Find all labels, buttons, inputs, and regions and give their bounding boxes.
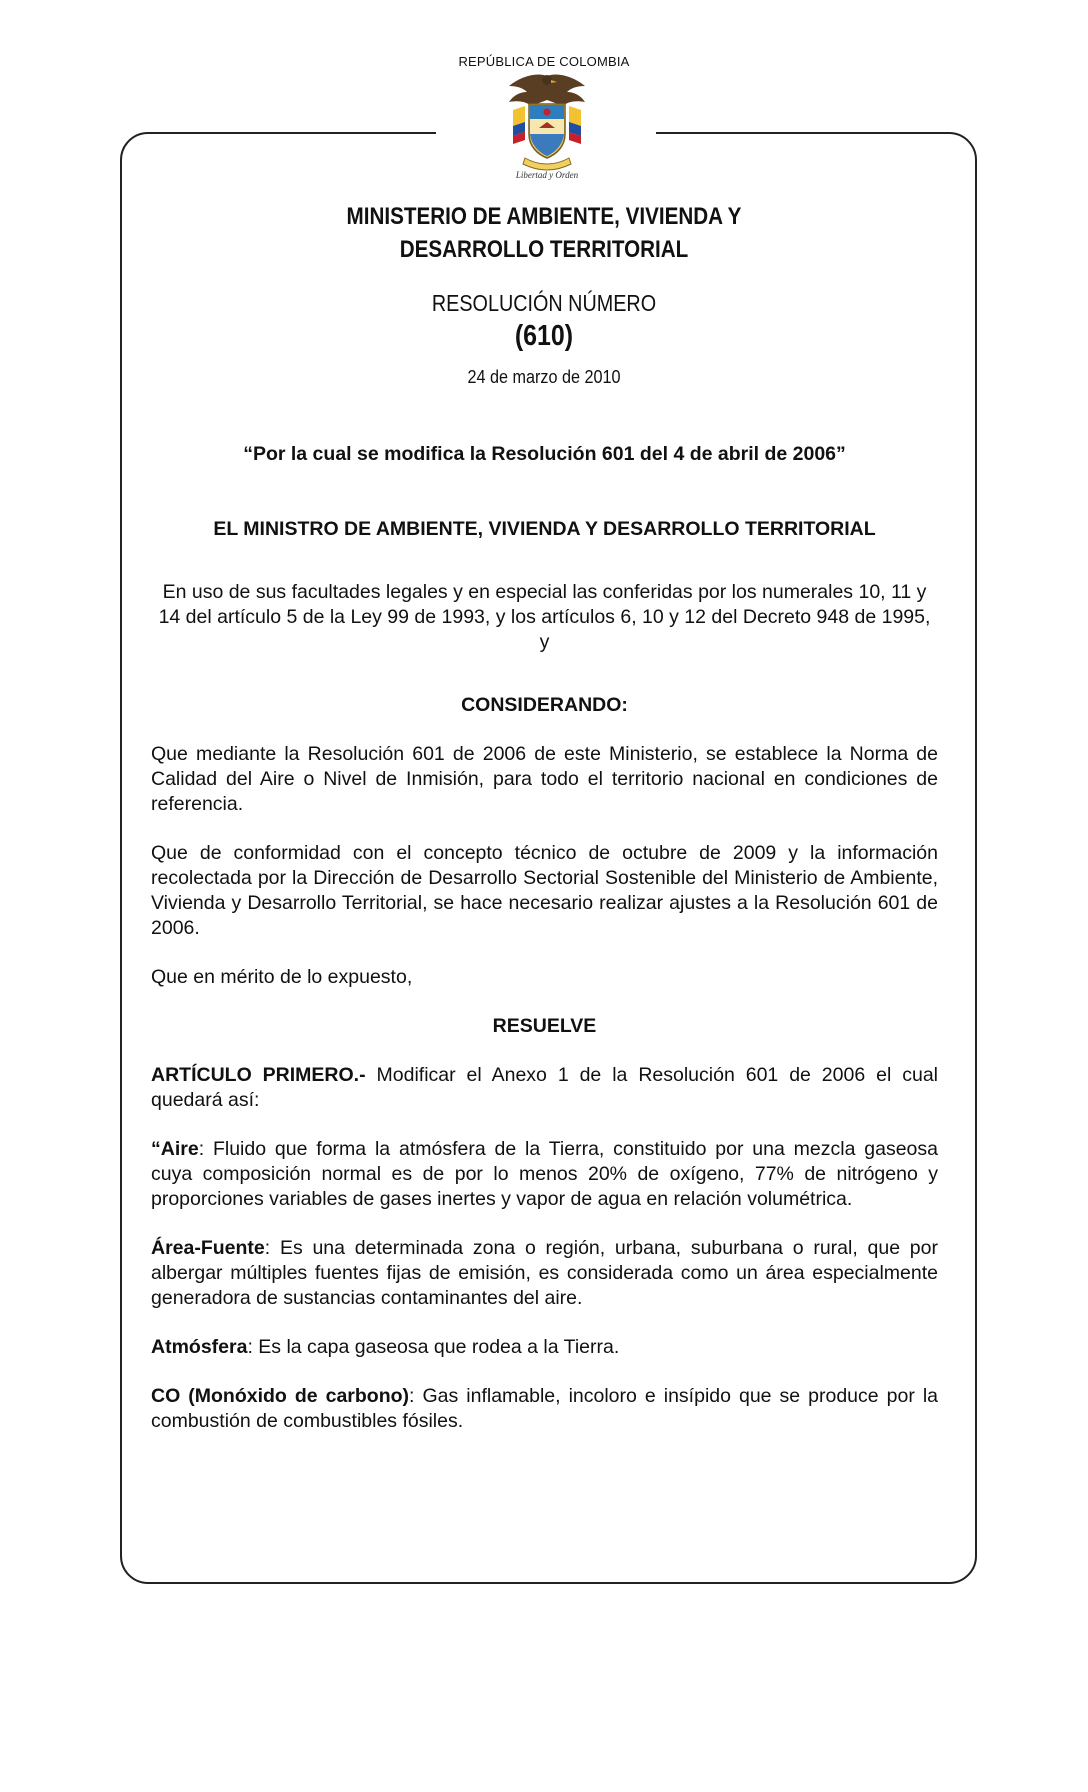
definition-air-text: : Fluido que forma la atmósfera de la Tierra, constituido por una mezcla gaseosa cuya composición normal es de por lo menos 20% de oxígeno, 77% de nitrógeno y proporciones variables de gases inertes y vapor de agua en relación volumétrica. xyxy=(151,1138,938,1210)
definition-source-area-text: : Es una determinada zona o región, urbana, suburbana o rural, que por albergar múltiples fuentes fijas de emisión, es considerada como un área especialmente generadora de sustancias contaminantes del aire. xyxy=(151,1237,938,1309)
article-label: ARTÍCULO PRIMERO.- xyxy=(151,1064,366,1086)
definition-atmosphere xyxy=(151,1335,938,1360)
considering-paragraph-1: Que mediante la Resolución 601 de 2006 de este Ministerio, se establece la Norma de Calidad del Aire o Nivel de Inmisión, para todo el territorio nacional en condiciones de referencia. xyxy=(151,743,938,815)
article-first xyxy=(151,1063,938,1113)
resolution-label: RESOLUCIÓN NÚMERO xyxy=(431,290,657,316)
considering-heading: CONSIDERANDO: xyxy=(461,694,628,716)
republic-header: REPÚBLICA DE COLOMBIA xyxy=(458,54,630,69)
definition-co-term: CO (Monóxido de carbono) xyxy=(151,1385,410,1407)
seal-motto: Libertad y Orden xyxy=(515,170,579,180)
definition-co-text: : Gas inflamable, incoloro e insípido que se produce por la combustión de combustibles fósiles. xyxy=(151,1385,939,1432)
resolution-subject: “Por la cual se modifica la Resolución 601 del 4 de abril de 2006” xyxy=(243,443,846,465)
definition-air xyxy=(151,1137,938,1212)
considering-paragraph-2: Que de conformidad con el concepto técnico de octubre de 2009 y la información recolectada por la Dirección de Desarrollo Sectorial Sostenible del Ministerio de Ambiente, Vivienda y Desarrollo Territorial, se hace necesario realizar ajustes a la Resolución 601 de 2006. xyxy=(151,842,938,939)
definition-atmosphere-text: : Es la capa gaseosa que rodea a la Tierra. xyxy=(247,1336,620,1358)
powers-paragraph: En uso de sus facultades legales y en especial las conferidas por los numerales 10, 11 y 14 del artículo 5 de la Ley 99 de 1993, y los artículos 6, 10 y 12 del Decreto 948 de 1995, y xyxy=(158,581,931,653)
resolution-date: 24 de marzo de 2010 xyxy=(467,367,621,387)
authority-heading: EL MINISTRO DE AMBIENTE, VIVIENDA Y DESARROLLO TERRITORIAL xyxy=(213,518,876,540)
ministry-title-line1: MINISTERIO DE AMBIENTE, VIVIENDA Y xyxy=(346,203,742,230)
definition-co xyxy=(151,1384,938,1434)
definition-source-area xyxy=(151,1236,938,1311)
article-text: Modificar el Anexo 1 de la Resolución 601 de 2006 el cual quedará así: xyxy=(151,1064,939,1111)
definition-source-area-term: Área-Fuente xyxy=(151,1237,265,1259)
considering-paragraph-3: Que en mérito de lo expuesto, xyxy=(151,966,413,988)
ministry-title-line2: DESARROLLO TERRITORIAL xyxy=(399,236,689,263)
definition-atmosphere-term: Atmósfera xyxy=(151,1336,248,1358)
ministry-title xyxy=(76,200,1012,266)
definition-air-term: “Aire xyxy=(151,1138,199,1160)
resolution-number: (610) xyxy=(514,320,574,352)
resolves-heading: RESUELVE xyxy=(492,1015,597,1037)
coat-of-arms-icon xyxy=(499,70,595,182)
document-body xyxy=(151,442,938,1434)
